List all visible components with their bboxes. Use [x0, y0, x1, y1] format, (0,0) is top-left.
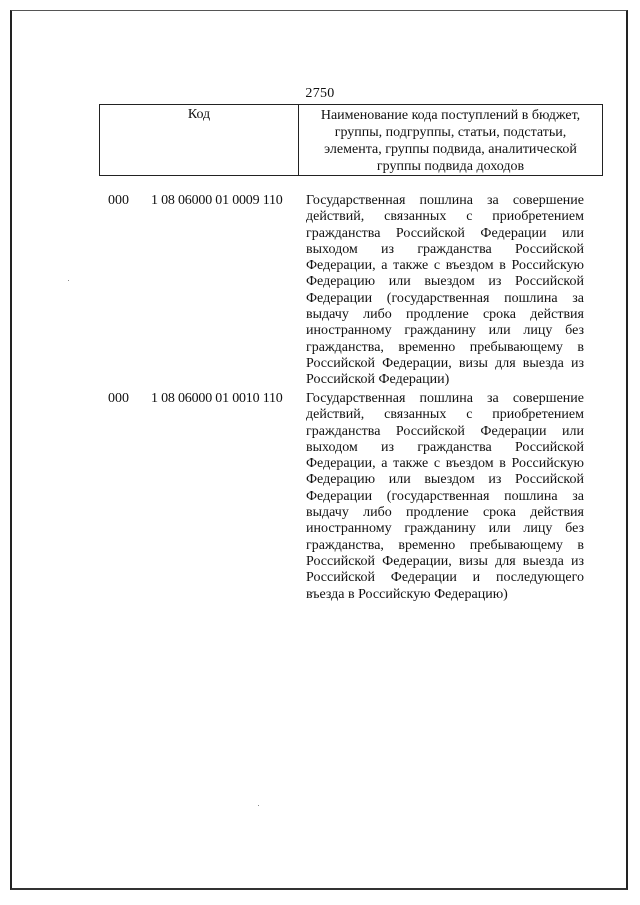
- scan-speck: [68, 280, 69, 281]
- header-name-cell: Наименование кода поступлений в бюджет, группы, подгруппы, статьи, подстатьи, элемента, группы подвида, аналитической группы подвида доходов: [320, 108, 581, 174]
- admin-code: 000: [108, 391, 129, 406]
- income-description: Государственная пошлина за совершение действий, связанных с приобретением гражданства Российской Федерации или выходом из гражданства Российской Федерации, а также с въездом в Российскую Федерацию или выездом из Российской Федерации (государственная пошлина за выдачу либо продление срока действия иностранному гражданину или лицу без гражданства, временно пребывающему в Российской Федерации, визы для выезда из Российской Федерации): [306, 193, 584, 388]
- table-header: [99, 104, 603, 176]
- page-number: 2750: [305, 86, 335, 101]
- scan-speck: [258, 805, 259, 806]
- admin-code: 000: [108, 193, 129, 208]
- income-code: 1 08 06000 01 0009 110: [151, 193, 283, 208]
- header-code-cell: Код: [100, 105, 299, 175]
- income-description: Государственная пошлина за совершение действий, связанных с приобретением гражданства Российской Федерации или выходом из гражданства Российской Федерации, а также с въездом в Российскую Федерацию или выездом из Российской Федерации (государственная пошлина за выдачу либо продление срока действия иностранному гражданину или лицу без гражданства, временно пребывающему в Российской Федерации, визы для выезда из Российской Федерации и последующего въезда в Российскую Федерацию): [306, 391, 584, 602]
- income-code: 1 08 06000 01 0010 110: [151, 391, 283, 406]
